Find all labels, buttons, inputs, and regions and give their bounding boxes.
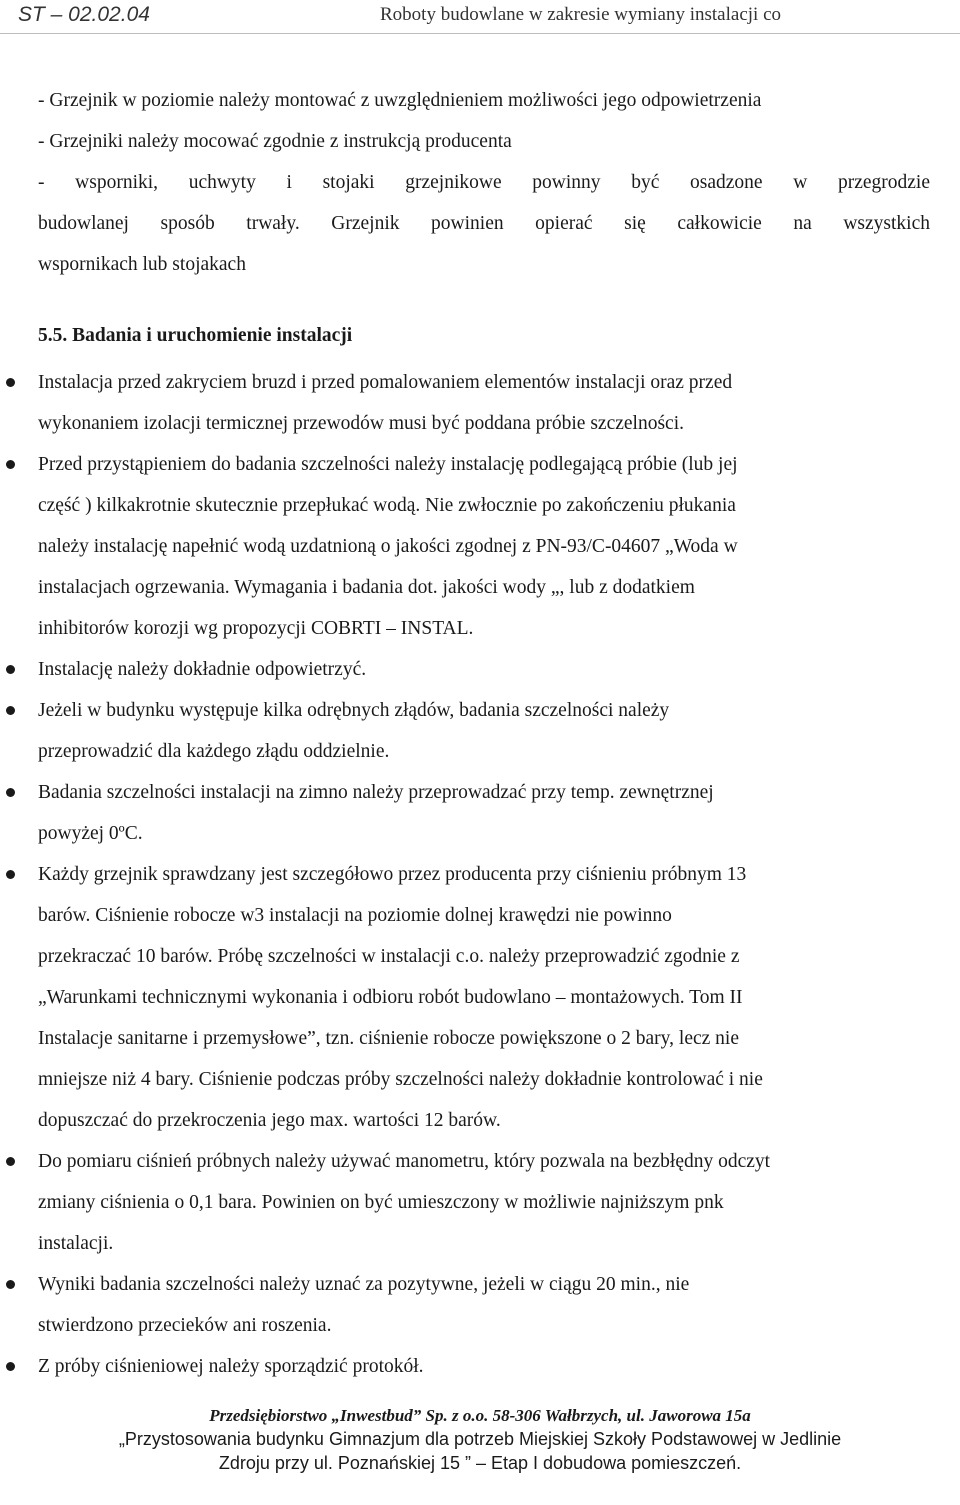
- bullet-dot-icon: [6, 1280, 15, 1289]
- spec-code: ST – 02.02.04: [18, 3, 150, 26]
- bullet-dot-icon: [6, 788, 15, 797]
- company-info: Przedsiębiorstwo „Inwestbud” Sp. z o.o. 58-306 Wałbrzych, ul. Jaworowa 15a: [209, 1406, 751, 1425]
- bullet-text-line: stwierdzono przecieków ani roszenia.: [38, 1315, 332, 1336]
- bullet-item: [0, 690, 918, 772]
- bullet-text-line: Wyniki badania szczelności należy uznać za pozytywne, jeżeli w ciągu 20 min., nie: [38, 1274, 690, 1295]
- page-header: [0, 0, 960, 34]
- bullet-item: [0, 854, 918, 1141]
- bullet-text-line: Instalację należy dokładnie odpowietrzyć.: [38, 659, 367, 680]
- bullet-dot-icon: [6, 870, 15, 879]
- bullet-item: [0, 1141, 918, 1264]
- dash-line: - wsporniki, uchwyty i stojaki grzejnikowe powinny być osadzone w przegrodzie: [38, 172, 930, 193]
- bullet-text-line: przekraczać 10 barów. Próbę szczelności w instalacji c.o. należy przeprowadzić zgodnie z: [38, 946, 740, 967]
- bullet-item: [0, 772, 918, 854]
- bullet-item: [0, 649, 918, 690]
- project-name-line-1: „Przystosowania budynku Gimnazjum dla potrzeb Miejskiej Szkoły Podstawowej w Jedlinie: [118, 1429, 842, 1449]
- bullet-text-line: „Warunkami technicznymi wykonania i odbioru robót budowlano – montażowych. Tom II: [38, 987, 743, 1008]
- bullet-dot-icon: [6, 1362, 15, 1371]
- bullet-text-line: Jeżeli w budynku występuje kilka odrębnych złądów, badania szczelności należy: [38, 700, 670, 721]
- bullet-item: [0, 362, 918, 444]
- dash-line: budowlanej sposób trwały. Grzejnik powinien opierać się całkowicie na wszystkich: [38, 213, 930, 234]
- bullet-text-line: Do pomiaru ciśnień próbnych należy używać manometru, który pozwala na bezbłędny odczyt: [38, 1151, 771, 1172]
- bullet-text-line: wykonaniem izolacji termicznej przewodów musi być poddana próbie szczelności.: [38, 413, 684, 434]
- radiator-mounting-list: [38, 80, 930, 285]
- bullet-text-line: barów. Ciśnienie robocze w3 instalacji na poziomie dolnej krawędzi nie powinno: [38, 905, 672, 926]
- bullet-item: [0, 1346, 918, 1387]
- bullet-dot-icon: [6, 378, 15, 387]
- bullet-item: [0, 1264, 918, 1346]
- dash-line: - Grzejniki należy mocować zgodnie z instrukcją producenta: [38, 131, 512, 152]
- bullet-dot-icon: [6, 665, 15, 674]
- bullet-text-line: instalacjach ogrzewania. Wymagania i badania dot. jakości wody „, lub z dodatkiem: [38, 577, 695, 598]
- page-footer: [0, 1405, 960, 1475]
- bullet-text-line: Każdy grzejnik sprawdzany jest szczegółowo przez producenta przy ciśnieniu próbnym 13: [38, 864, 747, 885]
- bullet-text-line: należy instalację napełnić wodą uzdatnioną o jakości zgodnej z PN-93/C-04607 „Woda w: [38, 536, 738, 557]
- project-name-line-2: Zdroju przy ul. Poznańskiej 15 ” – Etap I dobudowa pomieszczeń.: [218, 1453, 742, 1473]
- bullet-text-line: powyżej 0ºC.: [38, 823, 143, 844]
- bullet-item: [0, 444, 918, 649]
- bullet-text-line: Z próby ciśnieniowej należy sporządzić protokół.: [38, 1356, 424, 1377]
- bullet-text-line: przeprowadzić dla każdego złądu oddzielnie.: [38, 741, 390, 762]
- section-heading: 5.5. Badania i uruchomienie instalacji: [38, 325, 353, 346]
- bullet-text-line: zmiany ciśnienia o 0,1 bara. Powinien on być umieszczony w możliwie najniższym pnk: [38, 1192, 724, 1213]
- test-requirements-list: [0, 362, 960, 1387]
- bullet-text-line: instalacji.: [38, 1233, 114, 1254]
- dash-line: - Grzejnik w poziomie należy montować z uwzględnieniem możliwości jego odpowietrzenia: [38, 90, 762, 111]
- bullet-text-line: część ) kilkakrotnie skutecznie przepłukać wodą. Nie zwłocznie po zakończeniu płukania: [38, 495, 736, 516]
- bullet-text-line: Badania szczelności instalacji na zimno należy przeprowadzać przy temp. zewnętrznej: [38, 782, 714, 803]
- bullet-text-line: dopuszczać do przekroczenia jego max. wartości 12 barów.: [38, 1110, 501, 1131]
- bullet-text-line: Instalacja przed zakryciem bruzd i przed pomalowaniem elementów instalacji oraz przed: [38, 372, 733, 393]
- bullet-text-line: mniejsze niż 4 bary. Ciśnienie podczas próby szczelności należy dokładnie kontrolować i nie: [38, 1069, 763, 1090]
- dash-line: wspornikach lub stojakach: [38, 254, 246, 275]
- bullet-dot-icon: [6, 1157, 15, 1166]
- bullet-text-line: Przed przystąpieniem do badania szczelności należy instalację podlegającą próbie (lub jej: [38, 454, 738, 475]
- bullet-text-line: inhibitorów korozji wg propozycji COBRTI – INSTAL.: [38, 618, 474, 639]
- bullet-dot-icon: [6, 460, 15, 469]
- bullet-text-line: Instalacje sanitarne i przemysłowe”, tzn. ciśnienie robocze powiększone o 2 bary, lecz nie: [38, 1028, 739, 1049]
- header-title: Roboty budowlane w zakresie wymiany instalacji co: [380, 4, 782, 25]
- bullet-dot-icon: [6, 706, 15, 715]
